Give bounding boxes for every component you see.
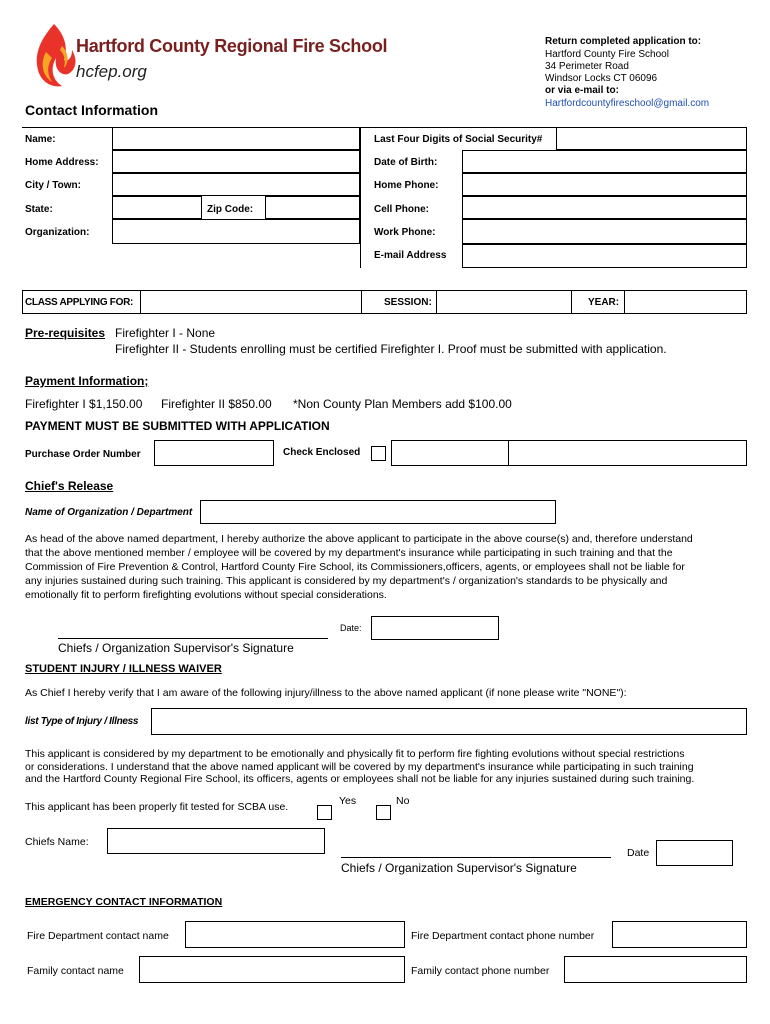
payment-title: Payment Information; xyxy=(25,374,149,388)
ssn-label: Last Four Digits of Social Security# xyxy=(374,134,543,145)
scba-statement: This applicant has been properly fit tested for SCBA use. xyxy=(25,801,289,813)
other-field-left-border xyxy=(391,440,392,466)
other-field-divider xyxy=(508,440,509,466)
chief-release-line: any injuries sustained during such training. This applicant is considered by my department's / organization's standards to be physically and xyxy=(25,575,668,587)
fd-contact-name-field[interactable] xyxy=(185,921,405,948)
year-label: YEAR: xyxy=(588,297,620,308)
school-name: Hartford County Regional Fire School xyxy=(76,36,388,56)
contact-title: Contact Information xyxy=(25,102,158,118)
prereq-title: Pre-requisites xyxy=(25,326,106,340)
waiver-date-field[interactable] xyxy=(656,840,733,866)
school-site: hcfep.org xyxy=(76,62,147,81)
email-field[interactable] xyxy=(462,244,747,268)
email-label: E-mail Address xyxy=(374,250,447,261)
organization-field[interactable] xyxy=(112,219,360,244)
emergency-title: EMERGENCY CONTACT INFORMATION xyxy=(25,896,223,908)
injury-type-label: list Type of Injury / Illness xyxy=(25,716,139,727)
state-label: State: xyxy=(25,204,53,215)
home-phone-field[interactable] xyxy=(462,173,747,196)
home-phone-label: Home Phone: xyxy=(374,180,439,191)
org-dept-label: Name of Organization / Department xyxy=(25,507,193,518)
injury-type-field[interactable] xyxy=(151,708,747,735)
other-field[interactable] xyxy=(391,440,747,466)
check-enclosed-checkbox[interactable] xyxy=(371,446,386,461)
check-enclosed-label: Check Enclosed xyxy=(283,447,361,458)
home-address-label: Home Address: xyxy=(25,157,99,168)
po-number-label: Purchase Order Number xyxy=(25,449,141,460)
year-field[interactable] xyxy=(624,290,747,314)
city-field[interactable] xyxy=(112,173,360,196)
chief-date-field[interactable] xyxy=(371,616,499,640)
scba-yes-label: Yes xyxy=(339,795,357,807)
ssn-field[interactable] xyxy=(556,127,747,150)
waiver-signature-line[interactable] xyxy=(341,857,611,858)
return-email[interactable]: Hartfordcountyfireschool@gmail.com xyxy=(545,98,710,109)
waiver-title: STUDENT INJURY / ILLNESS WAIVER xyxy=(25,663,222,675)
waiver-signature-label: Chiefs / Organization Supervisor's Signature xyxy=(341,861,577,875)
class-applying-label: CLASS APPLYING FOR: xyxy=(25,297,134,308)
logo xyxy=(32,22,82,90)
fd-contact-phone-field[interactable] xyxy=(612,921,747,948)
return-line-2: 34 Perimeter Road xyxy=(545,61,629,72)
waiver-paragraph xyxy=(25,748,750,786)
work-phone-label: Work Phone: xyxy=(374,227,436,238)
chief-release-line: As head of the above named department, I hereby authorize the above applicant to participate in the above course(s) and, therefore understand xyxy=(25,533,693,545)
family-contact-name-field[interactable] xyxy=(139,956,405,983)
email-prefix: or via e-mail to: xyxy=(545,85,619,96)
family-contact-name-label: Family contact name xyxy=(27,965,124,977)
po-number-field[interactable] xyxy=(154,440,274,466)
scba-no-label: No xyxy=(396,795,410,807)
scba-no-checkbox[interactable] xyxy=(376,805,391,820)
payment-ff1: Firefighter I $1,150.00 xyxy=(25,397,143,411)
payment-must-submit: PAYMENT MUST BE SUBMITTED WITH APPLICATION xyxy=(25,419,330,433)
return-line-1: Hartford County Fire School xyxy=(545,49,669,60)
waiver-line: and the Hartford County Regional Fire School, its officers, agents or employees shall not be liable for any injuries sustained during such training. xyxy=(25,773,695,785)
name-label: Name: xyxy=(25,134,56,145)
class-applying-field[interactable] xyxy=(140,290,362,314)
home-address-field[interactable] xyxy=(112,150,360,173)
cell-phone-label: Cell Phone: xyxy=(374,204,430,215)
scba-yes-checkbox[interactable] xyxy=(317,805,332,820)
return-title: Return completed application to: xyxy=(545,36,702,47)
family-contact-phone-field[interactable] xyxy=(564,956,747,983)
waiver-line: This applicant is considered by my department to be emotionally and physically fit to perform fire fighting evolutions without special restrictions xyxy=(25,748,685,760)
org-dept-field[interactable] xyxy=(200,500,556,524)
dob-field[interactable] xyxy=(462,150,747,173)
prereq-line-1: Firefighter I - None xyxy=(115,326,216,340)
dob-label: Date of Birth: xyxy=(374,157,438,168)
fd-contact-name-label: Fire Department contact name xyxy=(27,930,169,942)
waiver-date-label: Date xyxy=(627,847,650,859)
name-field[interactable] xyxy=(112,127,360,150)
chief-release-paragraph xyxy=(25,532,750,602)
chief-date-label: Date: xyxy=(340,623,362,633)
work-phone-field[interactable] xyxy=(462,219,747,244)
fd-contact-phone-label: Fire Department contact phone number xyxy=(411,930,595,942)
chiefs-name-field[interactable] xyxy=(107,828,325,854)
zip-label: Zip Code: xyxy=(207,204,254,215)
prereq-line-2: Firefighter II - Students enrolling must be certified Firefighter I. Proof must be submitted with application. xyxy=(115,342,667,356)
chief-signature-label: Chiefs / Organization Supervisor's Signature xyxy=(58,641,294,655)
chief-signature-line[interactable] xyxy=(58,638,328,639)
chief-release-title: Chief's Release xyxy=(25,479,114,493)
cell-phone-field[interactable] xyxy=(462,196,747,219)
city-label: City / Town: xyxy=(25,180,81,191)
session-label: SESSION: xyxy=(384,297,432,308)
chiefs-name-label: Chiefs Name: xyxy=(25,836,89,848)
flame-icon xyxy=(32,22,82,90)
waiver-line: or considerations. I understand that the above named applicant will be covered by my department's insurance while participating in such training xyxy=(25,760,694,773)
session-field[interactable] xyxy=(436,290,572,314)
chief-release-line: that the above mentioned member / employee will be covered by my department's insurance while participating in such training and that the xyxy=(25,547,673,559)
chief-release-line: Commission of Fire Prevention & Control, Hartford County Fire School, its Commissioners,officers, agents, or employees shall not be liable for xyxy=(25,561,685,573)
return-line-3: Windsor Locks CT 06096 xyxy=(545,73,658,84)
payment-ff2: Firefighter II $850.00 xyxy=(161,397,272,411)
payment-non-county: *Non County Plan Members add $100.00 xyxy=(293,397,512,411)
zip-field[interactable] xyxy=(265,196,360,219)
state-field[interactable] xyxy=(112,196,202,219)
contact-grid-left-line xyxy=(360,127,361,268)
organization-label: Organization: xyxy=(25,227,90,238)
chief-release-line: emotionally fit to perform firefighting evolutions without special considerations. xyxy=(25,589,387,601)
family-contact-phone-label: Family contact phone number xyxy=(411,965,550,977)
waiver-verify: As Chief I hereby verify that I am aware of the following injury/illness to the above named applicant (if none please write "NONE"): xyxy=(25,687,627,699)
